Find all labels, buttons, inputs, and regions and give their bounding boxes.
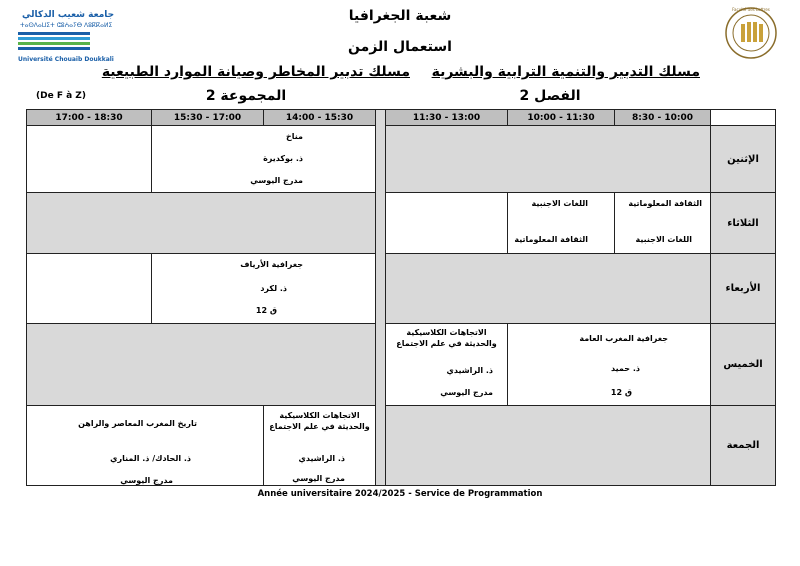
thursday-sociology-session [385,323,508,406]
group-label: المجموعة 2 [205,88,287,104]
thursday-afternoon-empty [26,323,376,406]
tuesday-slot-1130-13 [385,192,508,254]
day-wednesday: الأربعاء [710,253,776,324]
doc-title: استعمال الزمن [348,39,452,55]
tuesday-session-0830 [614,192,711,254]
tuesday-session-1000 [507,192,615,254]
monday-subject: مناخ [286,132,303,141]
monday-teacher: ذ. بوكديرة [263,154,303,163]
thursday-soc-teacher: ذ. الراشيدي [446,366,493,375]
faculty-seal [724,6,778,60]
faculty-seal-text: Faculté des Lettres [732,7,770,12]
friday-sociology-session [263,405,376,486]
department-title: شعبة الجغرافيا [348,8,452,24]
day-friday: الجمعة [710,405,776,486]
logo-stripes [18,32,90,52]
wednesday-morning-empty [385,253,711,324]
range-label: (De F à Z) [36,91,86,101]
friday-hist-subject: تاريخ المغرب المعاصر والراهن [78,419,197,428]
thursday-mor-teacher: ذ. حميد [611,364,640,373]
tuesday-s1-line1: الثقافة المعلوماتية [628,199,702,208]
time-header-right-3: 11:30 - 13:00 [385,109,508,126]
day-thursday: الخميس [710,323,776,406]
day-monday: الإثنين [710,125,776,193]
friday-history-session [26,405,264,486]
tuesday-afternoon-empty [26,192,376,254]
friday-soc-room: مدرج اليوسي [292,474,345,483]
monday-room: مدرج اليوسي [250,176,303,185]
wednesday-teacher: ذ. لكرد [260,284,287,293]
friday-hist-teacher: ذ. الحادك/ ذ. المناري [110,454,191,463]
time-header-right-2: 10:00 - 11:30 [507,109,615,126]
friday-morning-empty [385,405,711,486]
university-name-fr: Université Chouaib Doukkali [18,56,114,63]
wednesday-slot-17-1830 [26,253,152,324]
university-name-ar: جامعة شعيب الدكالي [22,10,115,20]
wednesday-room: ق 12 [255,306,277,315]
tuesday-s2-line1: اللغات الاجنبية [531,199,588,208]
time-header-left-2: 15:30 - 17:00 [151,109,264,126]
day-tuesday: الثلاثاء [710,192,776,254]
university-logo [14,8,115,68]
thursday-soc-room: مدرج اليوسي [440,388,493,397]
corner-cell [710,109,776,126]
university-name-tifinagh: ⵜⴰⵙⴷⴰⵡⵉⵜ ⵛⵓⵄⴰⵢⴱ ⴷⵓⴽⴽⴰⵍⵉ [20,22,113,29]
thursday-mor-room: ق 12 [610,388,632,397]
semester-label: الفصل 2 [519,88,581,104]
wednesday-subject: جغرافية الأرياف [240,260,303,269]
time-header-left-1: 14:00 - 15:30 [263,109,376,126]
friday-hist-room: مدرج اليوسي [120,476,173,485]
wednesday-rural-session [151,253,376,324]
time-header-left-3: 17:00 - 18:30 [26,109,152,126]
footer-note: Année universitaire 2024/2025 - Service de Programmation [257,489,543,499]
monday-climate-session [151,125,376,193]
tuesday-s1-line2: اللغات الاجنبية [635,235,692,244]
track-right: مسلك التدبير والتنمية الترابية والبشرية [431,64,700,80]
monday-morning-empty [385,125,711,193]
friday-soc-teacher: ذ. الراشيدي [298,454,345,463]
thursday-soc-subject: الاتجاهات الكلاسيكية والحديثة في علم الاجتماع [396,328,497,348]
monday-slot-17-1830 [26,125,152,193]
time-header-right-1: 8:30 - 10:00 [614,109,711,126]
thursday-morocco-session [507,323,711,406]
track-left: مسلك تدبير المخاطر وصيانة الموارد الطبيعية [101,64,410,80]
friday-soc-subject: الاتجاهات الكلاسيكية والحديثة في علم الاجتماع [269,411,370,431]
tuesday-s2-line2: الثقافة المعلوماتية [514,235,588,244]
thursday-mor-subject: جغرافية المغرب العامة [579,334,668,343]
